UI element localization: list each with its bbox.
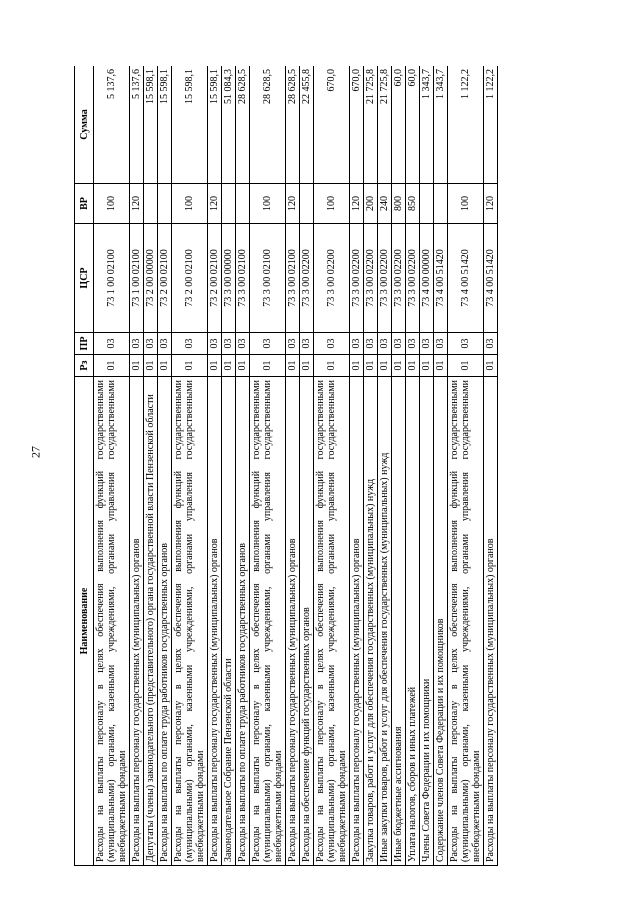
cell-pr: 03 <box>484 333 498 355</box>
header-sum: Сумма <box>75 66 94 184</box>
cell-csr: 73 3 00 00000 <box>222 224 236 333</box>
cell-csr: 73 3 00 02200 <box>378 224 392 333</box>
cell-sum: 670,0 <box>350 66 364 184</box>
cell-rz: 01 <box>484 355 498 377</box>
table-row <box>350 66 364 866</box>
cell-name: Расходы на выплаты персоналу государственных (муниципальных) органов <box>286 377 300 866</box>
cell-rz: 01 <box>286 355 300 377</box>
cell-name: Расходы на выплаты по оплате труда работников государственных органов <box>236 377 250 866</box>
cell-sum: 5 137,6 <box>130 66 144 184</box>
cell-name: Законодательное Собрание Пензенской области <box>222 377 236 866</box>
cell-csr: 73 2 00 02100 <box>172 224 208 333</box>
cell-csr: 73 4 00 00000 <box>420 224 434 333</box>
cell-name: Расходы на выплаты персоналу в целях обеспечения выполнения функций государственными (муниципальными) органами, казенными учреждениями, органами управления государственными внебюджетными фондами <box>94 377 130 866</box>
cell-name: Расходы на выплаты персоналу государственных (муниципальных) органов <box>130 377 144 866</box>
cell-name: Расходы на выплаты персоналу в целях обеспечения выполнения функций государственными (муниципальными) органами, казенными учреждениями, органами управления государственными внебюджетными фондами <box>172 377 208 866</box>
cell-sum: 1 343,7 <box>434 66 448 184</box>
cell-name: Расходы на выплаты персоналу в целях обеспечения выполнения функций государственными (муниципальными) органами, казенными учреждениями, органами управления государственными внебюджетными фондами <box>314 377 350 866</box>
cell-vr <box>236 184 250 224</box>
cell-rz: 01 <box>130 355 144 377</box>
cell-pr: 03 <box>158 333 172 355</box>
cell-csr: 73 4 00 51420 <box>448 224 484 333</box>
cell-sum: 28 628,5 <box>250 66 286 184</box>
cell-vr: 200 <box>364 184 378 224</box>
cell-rz: 01 <box>158 355 172 377</box>
cell-pr: 03 <box>172 333 208 355</box>
cell-name: Расходы на выплаты по оплате труда работников государственных органов <box>158 377 172 866</box>
cell-vr <box>222 184 236 224</box>
cell-rz: 01 <box>364 355 378 377</box>
cell-sum: 1 343,7 <box>420 66 434 184</box>
cell-vr: 100 <box>172 184 208 224</box>
cell-pr: 03 <box>286 333 300 355</box>
cell-csr: 73 4 00 51420 <box>484 224 498 333</box>
cell-name: Расходы на выплаты персоналу государственных (муниципальных) органов <box>350 377 364 866</box>
cell-pr: 03 <box>378 333 392 355</box>
cell-sum: 1 122,2 <box>448 66 484 184</box>
cell-rz: 01 <box>236 355 250 377</box>
cell-name: Закупка товаров, работ и услуг для обеспечения государственных (муниципальных) нужд <box>364 377 378 866</box>
cell-csr: 73 3 00 02200 <box>300 224 314 333</box>
cell-pr: 03 <box>314 333 350 355</box>
cell-sum: 28 628,5 <box>286 66 300 184</box>
cell-rz: 01 <box>300 355 314 377</box>
cell-csr: 73 3 00 02200 <box>392 224 406 333</box>
cell-vr: 120 <box>130 184 144 224</box>
cell-sum: 51 084,3 <box>222 66 236 184</box>
cell-pr: 03 <box>130 333 144 355</box>
cell-vr: 100 <box>314 184 350 224</box>
table-row <box>236 66 250 866</box>
cell-pr: 03 <box>300 333 314 355</box>
cell-name: Иные закупки товаров, работ и услуг для обеспечения государственных (муниципальных) нужд <box>378 377 392 866</box>
cell-vr: 850 <box>406 184 420 224</box>
cell-vr: 240 <box>378 184 392 224</box>
cell-vr: 800 <box>392 184 406 224</box>
cell-pr: 03 <box>350 333 364 355</box>
table-row <box>434 66 448 866</box>
header-pr: ПР <box>75 333 94 355</box>
cell-rz: 01 <box>144 355 158 377</box>
cell-pr: 03 <box>406 333 420 355</box>
cell-name: Уплата налогов, сборов и иных платежей <box>406 377 420 866</box>
cell-vr: 120 <box>350 184 364 224</box>
header-vr: ВР <box>75 184 94 224</box>
cell-vr: 100 <box>94 184 130 224</box>
cell-pr: 03 <box>236 333 250 355</box>
cell-sum: 60,0 <box>392 66 406 184</box>
table-row <box>144 66 158 866</box>
cell-pr: 03 <box>392 333 406 355</box>
page-number: 27 <box>28 446 43 458</box>
table-row <box>300 66 314 866</box>
cell-csr: 73 2 00 02100 <box>208 224 222 333</box>
table-body <box>94 66 498 866</box>
table-row <box>406 66 420 866</box>
cell-name: Расходы на обеспечение функций государственных органов <box>300 377 314 866</box>
cell-sum: 1 122,2 <box>484 66 498 184</box>
table-row <box>484 66 498 866</box>
cell-csr: 73 3 00 02200 <box>364 224 378 333</box>
cell-csr: 73 2 00 00000 <box>144 224 158 333</box>
cell-vr <box>144 184 158 224</box>
cell-csr: 73 3 00 02100 <box>250 224 286 333</box>
cell-pr: 03 <box>364 333 378 355</box>
rotated-content <box>74 66 584 866</box>
table-row <box>378 66 392 866</box>
cell-pr: 03 <box>434 333 448 355</box>
table-row <box>158 66 172 866</box>
cell-vr: 120 <box>484 184 498 224</box>
cell-sum: 15 598,1 <box>208 66 222 184</box>
cell-sum: 21 725,8 <box>378 66 392 184</box>
cell-sum: 15 598,1 <box>144 66 158 184</box>
cell-rz: 01 <box>420 355 434 377</box>
table-row <box>314 66 350 866</box>
cell-vr <box>158 184 172 224</box>
cell-rz: 01 <box>378 355 392 377</box>
cell-sum: 60,0 <box>406 66 420 184</box>
cell-sum: 5 137,6 <box>94 66 130 184</box>
cell-name: Расходы на выплаты персоналу государственных (муниципальных) органов <box>484 377 498 866</box>
cell-vr: 120 <box>208 184 222 224</box>
cell-pr: 03 <box>144 333 158 355</box>
table-row <box>286 66 300 866</box>
cell-pr: 03 <box>208 333 222 355</box>
header-name: Наименование <box>75 377 94 866</box>
cell-sum: 28 628,5 <box>236 66 250 184</box>
cell-csr: 73 1 00 02100 <box>94 224 130 333</box>
cell-rz: 01 <box>250 355 286 377</box>
cell-csr: 73 3 00 02200 <box>406 224 420 333</box>
cell-name: Расходы на выплаты персоналу государственных (муниципальных) органов <box>208 377 222 866</box>
header-csr: ЦСР <box>75 224 94 333</box>
cell-pr: 03 <box>420 333 434 355</box>
cell-csr: 73 3 00 02100 <box>286 224 300 333</box>
cell-name: Расходы на выплаты персоналу в целях обеспечения выполнения функций государственными (муниципальными) органами, казенными учреждениями, органами управления государственными внебюджетными фондами <box>448 377 484 866</box>
cell-rz: 01 <box>94 355 130 377</box>
cell-sum: 21 725,8 <box>364 66 378 184</box>
cell-name: Депутаты (члены) законодательного (представительного) органа государственной власти Пензенской области <box>144 377 158 866</box>
cell-rz: 01 <box>222 355 236 377</box>
table-row <box>208 66 222 866</box>
rotated-table-area <box>74 66 584 866</box>
cell-csr: 73 1 00 02100 <box>130 224 144 333</box>
cell-name: Содержание членов Совета Федерации и их помощников <box>434 377 448 866</box>
cell-rz: 01 <box>448 355 484 377</box>
table-header-row <box>75 66 94 866</box>
table-row <box>364 66 378 866</box>
cell-csr: 73 4 00 51420 <box>434 224 448 333</box>
cell-name: Расходы на выплаты персоналу в целях обеспечения выполнения функций государственными (муниципальными) органами, казенными учреждениями, органами управления государственными внебюджетными фондами <box>250 377 286 866</box>
cell-pr: 03 <box>94 333 130 355</box>
cell-name: Иные бюджетные ассигнования <box>392 377 406 866</box>
cell-csr: 73 2 00 02100 <box>158 224 172 333</box>
cell-vr <box>300 184 314 224</box>
cell-csr: 73 3 00 02200 <box>350 224 364 333</box>
header-rz: Рз <box>75 355 94 377</box>
cell-vr: 100 <box>448 184 484 224</box>
table-row <box>94 66 130 866</box>
cell-rz: 01 <box>406 355 420 377</box>
table-row <box>130 66 144 866</box>
table-row <box>420 66 434 866</box>
cell-pr: 03 <box>250 333 286 355</box>
cell-rz: 01 <box>208 355 222 377</box>
budget-table <box>74 66 498 866</box>
cell-sum: 22 455,8 <box>300 66 314 184</box>
cell-rz: 01 <box>434 355 448 377</box>
table-row <box>392 66 406 866</box>
cell-name: Члены Совета Федерации и их помощники <box>420 377 434 866</box>
table-row <box>222 66 236 866</box>
cell-rz: 01 <box>172 355 208 377</box>
cell-vr: 120 <box>286 184 300 224</box>
cell-vr: 100 <box>250 184 286 224</box>
cell-rz: 01 <box>392 355 406 377</box>
cell-sum: 15 598,1 <box>172 66 208 184</box>
table-row <box>172 66 208 866</box>
cell-rz: 01 <box>314 355 350 377</box>
cell-rz: 01 <box>350 355 364 377</box>
cell-vr <box>434 184 448 224</box>
cell-csr: 73 3 00 02100 <box>236 224 250 333</box>
cell-sum: 15 598,1 <box>158 66 172 184</box>
cell-csr: 73 3 00 02200 <box>314 224 350 333</box>
cell-vr <box>420 184 434 224</box>
cell-pr: 03 <box>448 333 484 355</box>
cell-pr: 03 <box>222 333 236 355</box>
table-row <box>250 66 286 866</box>
table-row <box>448 66 484 866</box>
cell-sum: 670,0 <box>314 66 350 184</box>
